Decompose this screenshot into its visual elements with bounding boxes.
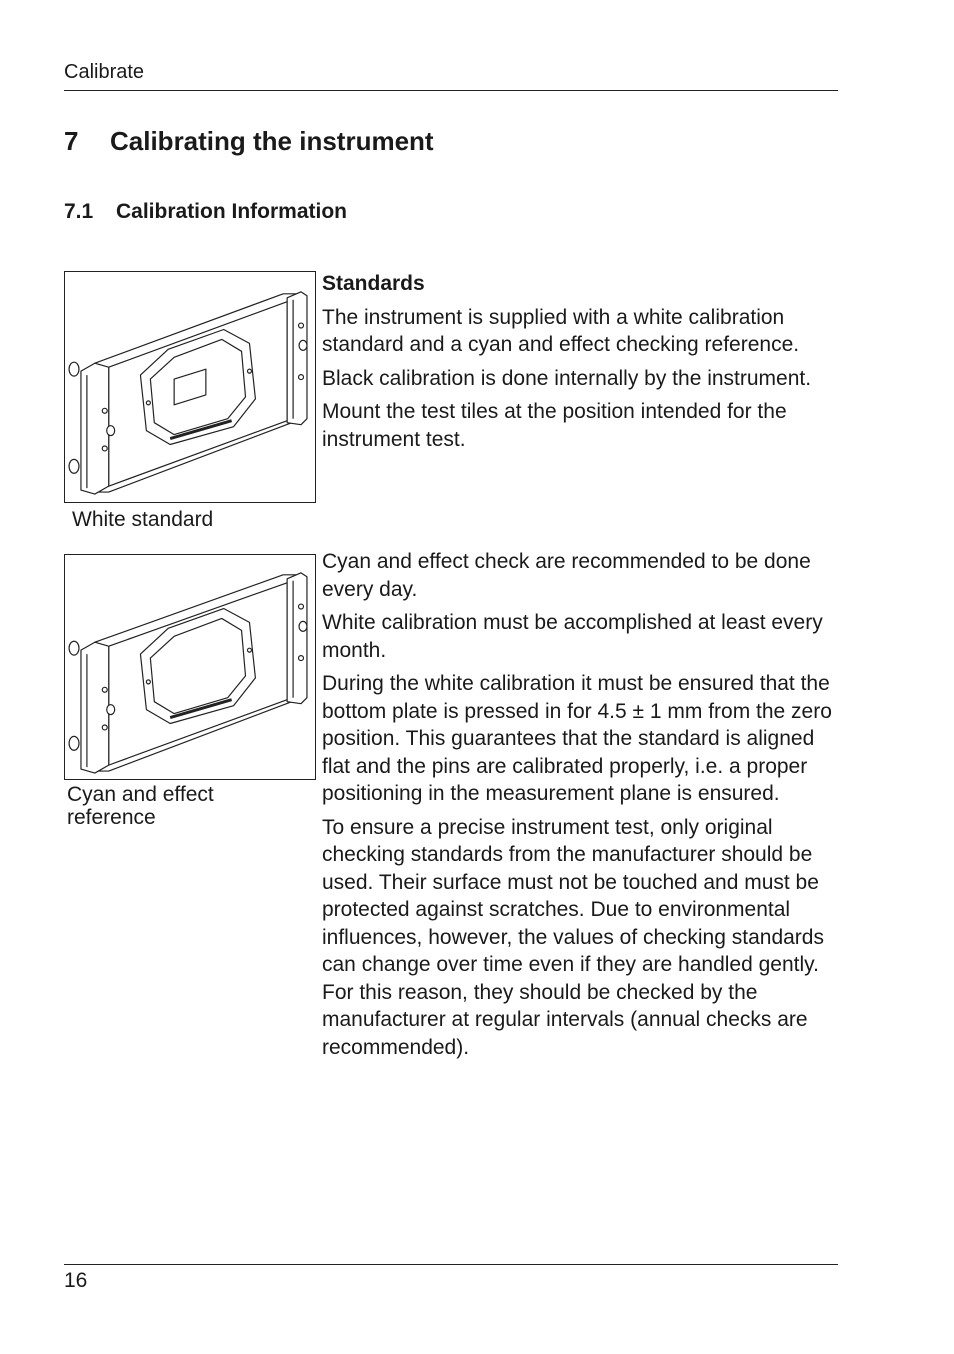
cyan-effect-caption [67,783,214,829]
paragraph: During the white calibration it must be ensured that the bottom plate is pressed in for 4.5 ± 1 mm from the zero position. This guarantees that the standard is aligned flat and the pins are calibrated properly, i.e. a proper positioning in the measurement plane is ensured. [322,672,832,805]
running-head: Calibrate [64,61,145,83]
paragraph: To ensure a precise instrument test, only original checking standards from the manufacturer should be used. Their surface must not be touched and must be protected against scratches. Due to environmental influences, however, the values of checking standards can change over time even if they are handled gently. For this reason, they should be checked by the manufacturer at regular intervals (annual checks are recommended). [322,815,824,1059]
cyan-effect-caption-line2: reference [67,806,156,829]
footer-rule [64,1264,838,1265]
section-number: 7.1 [64,200,94,223]
paragraph: White calibration must be accomplished at least every month. [322,611,823,662]
chapter-heading [64,126,434,157]
white-standard-illustration [65,272,315,502]
paragraph: Black calibration is done internally by the instrument. [322,366,812,390]
cyan-effect-figure [64,554,316,780]
page-number: 16 [64,1269,88,1292]
standards-subheading: Standards [322,272,425,295]
white-standard-figure [64,271,316,503]
chapter-title: Calibrating the instrument [110,126,434,156]
chapter-number: 7 [64,126,79,156]
header-rule [64,90,838,91]
paragraph: Mount the test tiles at the position intended for the instrument test. [322,400,787,451]
section-heading [64,200,347,224]
paragraph: Cyan and effect check are recommended to be done every day. [322,550,811,601]
cyan-effect-illustration [65,555,315,779]
white-standard-caption: White standard [72,508,214,531]
standards-text-block [322,270,842,459]
paragraph: The instrument is supplied with a white calibration standard and a cyan and effect checking reference. [322,305,800,356]
cyan-effect-caption-line1: Cyan and effect [67,783,214,806]
section-title: Calibration Information [116,200,347,223]
calibration-schedule-text-block [322,548,842,1067]
